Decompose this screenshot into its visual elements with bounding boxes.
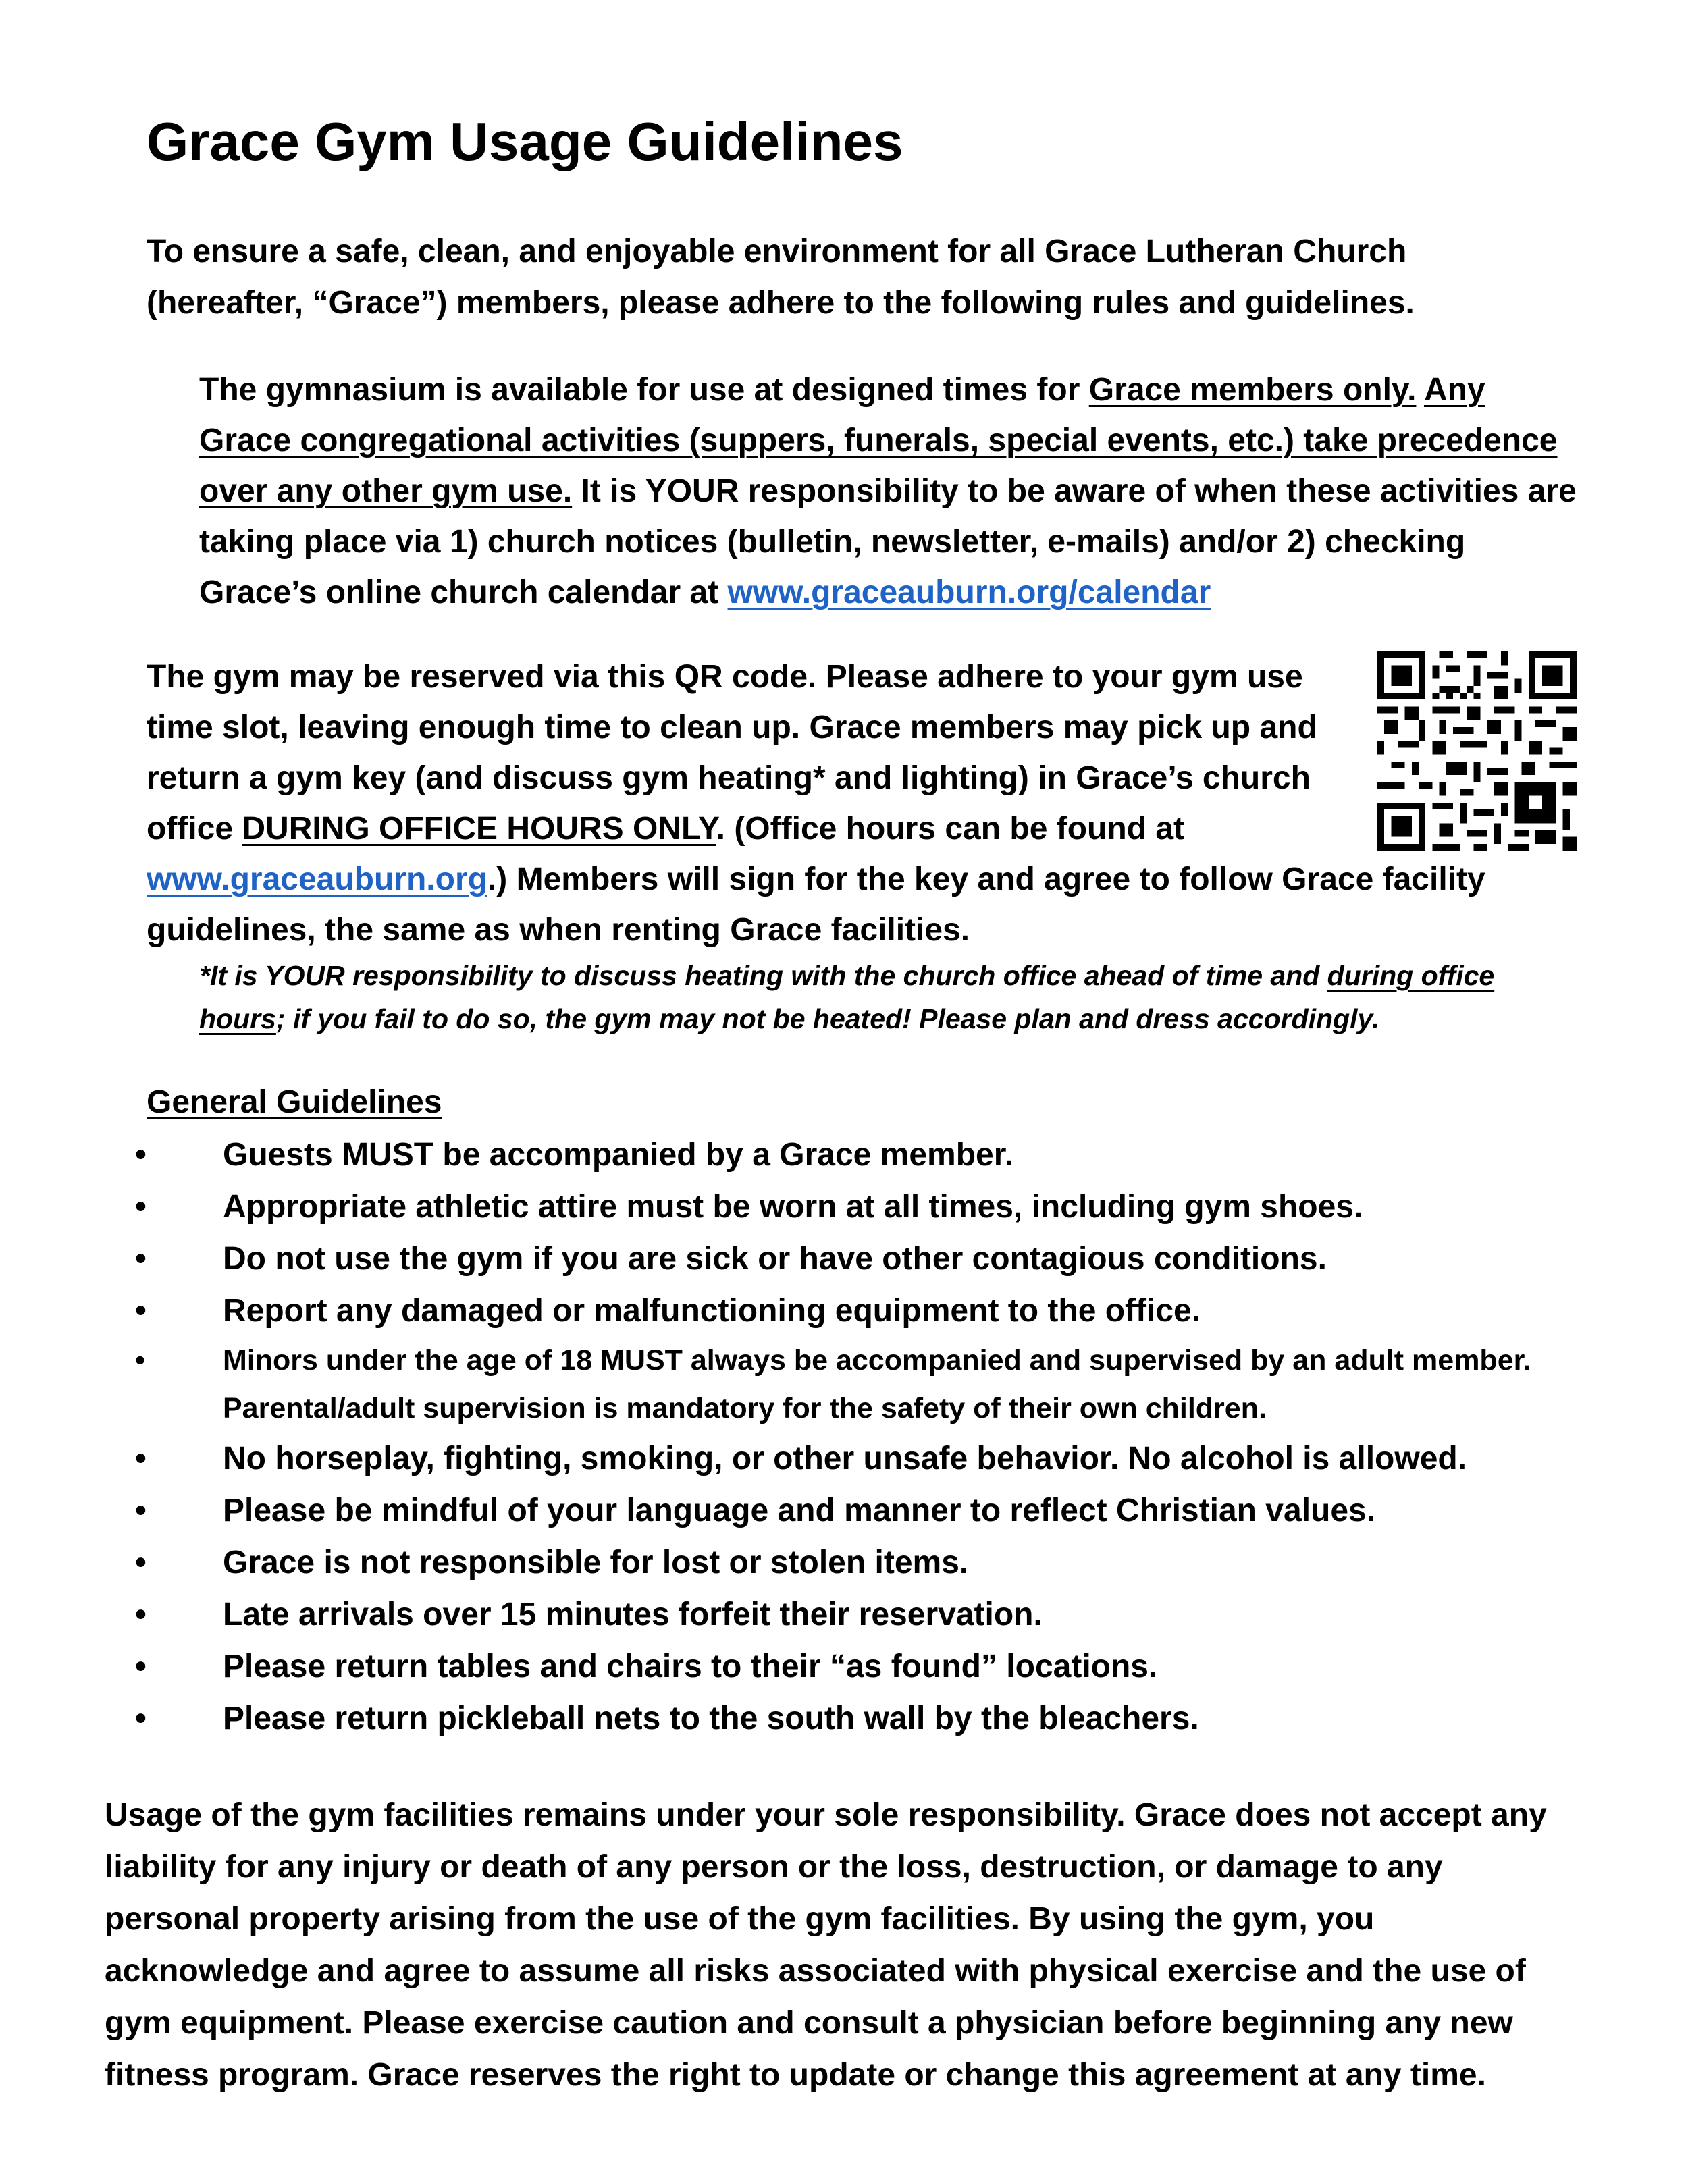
reservation-part3: .) Members will sign for the key and agree to follow Grace facility guidelines, the same as when renting Grace facilities.: [147, 861, 1485, 948]
reservation-part2: . (Office hours can be found at: [716, 811, 1185, 847]
list-item: • Grace is not responsible for lost or stolen items.: [0, 1537, 1546, 1589]
bullet-icon: •: [135, 1493, 147, 1528]
website-link[interactable]: www.graceauburn.org: [147, 861, 487, 897]
page-title: Grace Gym Usage Guidelines: [147, 111, 903, 171]
list-item: • Appropriate athletic attire must be worn at all times, including gym shoes.: [0, 1181, 1546, 1233]
general-guidelines-heading: General Guidelines: [147, 1084, 442, 1120]
list-item: • Late arrivals over 15 minutes forfeit their reservation.: [0, 1589, 1546, 1641]
availability-rest: It is YOUR responsibility to be aware of when these activities are taking place via 1) church notices (bulletin, newsletter, e-mails) and/or 2) checking Grace’s online church calendar at: [199, 473, 1577, 610]
list-item: • Report any damaged or malfunctioning equipment to the office.: [0, 1285, 1546, 1337]
list-item: • Guests MUST be accompanied by a Grace member.: [0, 1129, 1546, 1181]
bullet-icon: •: [135, 1137, 147, 1173]
bullet-icon: •: [135, 1649, 147, 1684]
liability-paragraph: Usage of the gym facilities remains under your sole responsibility. Grace does not accept any liability for any injury or death of any person or the loss, destruction, or damage to any personal property arising from the use of the gym facilities. By using the gym, you acknowledge and agree to assume all risks associated with physical exercise and the use of gym equipment. Please exercise caution and consult a physician before beginning any new fitness program. Grace reserves the right to update or change this agreement at any time.: [105, 1797, 1547, 2093]
office-hours-only-text: DURING OFFICE HOURS ONLY: [242, 811, 716, 847]
precedence-text: Any Grace congregational activities (suppers, funerals, special events, etc.) take precedence over any other gym use.: [199, 372, 1558, 509]
bullet-icon: •: [135, 1701, 147, 1736]
qr-code-icon[interactable]: [1377, 651, 1577, 851]
availability-paragraph: [199, 365, 1580, 618]
bullet-icon: •: [135, 1241, 147, 1277]
list-item: • Please return pickleball nets to the south wall by the bleachers.: [0, 1693, 1546, 1744]
bullet-icon: •: [135, 1293, 147, 1329]
reservation-paragraph: [147, 651, 1325, 854]
bullet-icon: •: [135, 1344, 146, 1377]
list-item: • Please be mindful of your language and manner to reflect Christian values.: [0, 1485, 1546, 1537]
availability-lead: The gymnasium is available for use at designed times for: [199, 372, 1089, 408]
list-item: • Minors under the age of 18 MUST always be accompanied and supervised by an adult member. Parental/adult supervision is mandatory for the safety of their own children.: [0, 1337, 1546, 1433]
reservation-part1: The gym may be reserved via this QR code. Please adhere to your gym use time slot, leaving enough time to clean up. Grace members may pick up and return a gym key (and discuss gym heating* and lighting) in Grace’s church office: [147, 659, 1317, 847]
list-item: • Do not use the gym if you are sick or have other contagious conditions.: [0, 1233, 1546, 1285]
bullet-icon: •: [135, 1441, 147, 1476]
intro-paragraph: To ensure a safe, clean, and enjoyable environment for all Grace Lutheran Church (hereafter, “Grace”) members, please adhere to the following rules and guidelines.: [147, 234, 1415, 321]
guidelines-list: [0, 1129, 1688, 1744]
list-item: • No horseplay, fighting, smoking, or other unsafe behavior. No alcohol is allowed.: [0, 1433, 1546, 1485]
calendar-link[interactable]: www.graceauburn.org/calendar: [727, 575, 1211, 610]
bullet-icon: •: [135, 1189, 147, 1225]
bullet-icon: •: [135, 1545, 147, 1580]
bullet-icon: •: [135, 1597, 147, 1632]
members-only-text: Grace members only.: [1088, 372, 1417, 408]
during-office-hours-text: during office hours: [199, 960, 1495, 1034]
list-item: • Please return tables and chairs to their “as found” locations.: [0, 1641, 1546, 1693]
heating-note: *It is YOUR responsibility to discuss heating with the church office ahead of time and during office hours; if you fail to do so, the gym may not be heated! Please plan and dress accordingly.: [199, 960, 1495, 1034]
reservation-continued: [147, 854, 1578, 955]
